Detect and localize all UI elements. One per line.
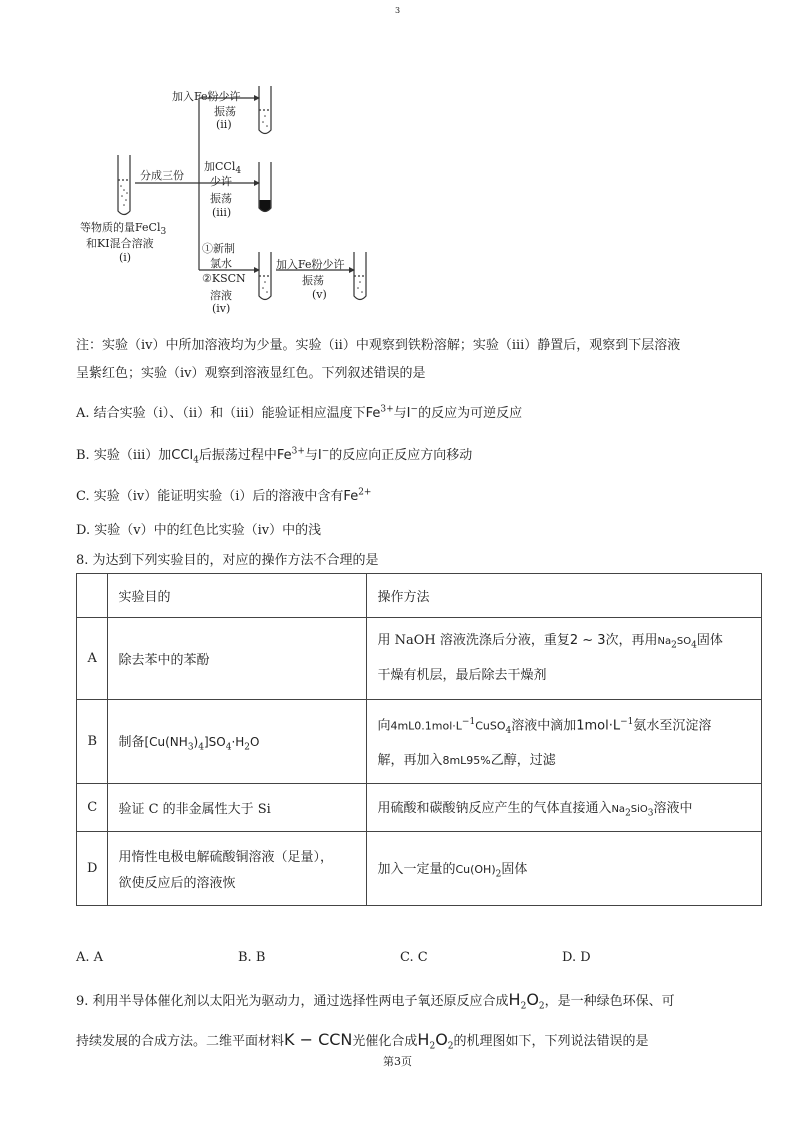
label-v-top: 加入Fe粉少许	[276, 258, 345, 271]
q8-answer-b: B. B	[238, 950, 266, 965]
row-method: 用硫酸和碳酸钠反应产生的气体直接通入$Na_2SiO_3$溶液中	[367, 784, 762, 832]
q7-note-line2: 呈紫红色；实验（iv）观察到溶液显红色。下列叙述错误的是	[76, 366, 426, 381]
header-method: 操作方法	[367, 574, 762, 618]
q8-answer-a: A. A	[76, 950, 104, 965]
q9-line1: 9. 利用半导体催化剂以太阳光为驱动力，通过选择性两电子氧还原反应合成$H_2O_2$，是一种绿色环保、可	[76, 990, 675, 1012]
page-footer: 第3页	[383, 1055, 412, 1068]
row-goal: 制备$[Cu(NH_3)_4]SO_4\cdot H_2O$	[108, 700, 367, 784]
label-ii-id: (ii)	[216, 118, 232, 131]
q7-option-c: C. 实验（iv）能证明实验（i）后的溶液中含有$Fe^{2+}$	[76, 487, 372, 504]
label-iv-4: 溶液	[210, 289, 232, 302]
label-iv-2: 氯水	[210, 257, 232, 270]
page-top-mark: 3	[395, 6, 401, 15]
row-goal: 除去苯中的苯酚	[108, 618, 367, 700]
row-goal: 用惰性电极电解硫酸铜溶液（足量）， 欲使反应后的溶液恢	[108, 832, 367, 906]
q7-option-d: D. 实验（v）中的红色比实验（iv）中的浅	[76, 523, 322, 538]
q8-answer-c: C. C	[400, 950, 428, 965]
row-method: 用 NaOH 溶液洗涤后分液，重复2 ~ 3次，再用$Na_2SO_4$固体 干燥有机层，最后除去干燥剂	[367, 618, 762, 700]
row-goal: 验证 C 的非金属性大于 Si	[108, 784, 367, 832]
q7-option-b: B. 实验（iii）加CCl$_4$后振荡过程中$Fe^{3+}$与I−的反应向正反应方向移动	[76, 446, 473, 466]
label-ii-top: 加入Fe粉少许	[172, 90, 241, 103]
label-iii-3: 振荡	[210, 192, 232, 205]
experiment-diagram	[0, 0, 794, 330]
q9-line2: 持续发展的合成方法。二维平面材料K − CCN光催化合成$H_2O_2$的机理图如下，下列说法错误的是	[76, 1030, 649, 1052]
row-method: 加入一定量的$Cu(OH)_2$固体	[367, 832, 762, 906]
label-split: 分成三份	[140, 169, 184, 182]
label-iv-1: ①新制	[202, 242, 235, 255]
q7-option-a: A. 结合实验（i）、（ii）和（iii）能验证相应温度下$Fe^{3+}$与I−的反应为可逆反应	[76, 404, 523, 421]
header-goal: 实验目的	[108, 574, 367, 618]
label-i-2: 和KI混合溶液	[86, 237, 154, 250]
label-iv-3: ②KSCN	[202, 272, 246, 285]
label-i-id: (i)	[119, 251, 132, 264]
table-header-row	[77, 574, 762, 618]
row-key: D	[77, 832, 108, 906]
label-iii-1: 加CCl$_4$	[204, 160, 242, 177]
q8-answer-d: D. D	[562, 950, 591, 965]
q8-table	[76, 573, 762, 906]
row-method: 向$4mL0.1mol\cdot L^{-1}CuSO_4$溶液中滴加$1mol\cdot L^{-1}$氨水至沉淀溶 解，再加入8mL95%乙醇，过滤	[367, 700, 762, 784]
table-row	[77, 618, 762, 700]
row-key: B	[77, 700, 108, 784]
table-row	[77, 832, 762, 906]
table-row	[77, 700, 762, 784]
q7-note-line1: 注：实验（iv）中所加溶液均为少量。实验（ii）中观察到铁粉溶解；实验（iii）静置后，观察到下层溶液	[76, 338, 681, 353]
label-v-id: (v)	[312, 288, 327, 301]
row-key: C	[77, 784, 108, 832]
label-i-1: 等物质的量FeCl$_3$	[80, 221, 167, 238]
label-v-mid: 振荡	[302, 274, 324, 287]
table-row	[77, 784, 762, 832]
q8-stem: 8. 为达到下列实验目的，对应的操作方法不合理的是	[76, 553, 379, 568]
label-iv-id: (iv)	[212, 302, 231, 315]
label-ii-mid: 振荡	[214, 105, 236, 118]
row-key: A	[77, 618, 108, 700]
tube-iii-lower-layer	[260, 200, 271, 211]
label-iii-2: 少许	[210, 175, 232, 188]
label-iii-id: (iii)	[212, 206, 232, 219]
